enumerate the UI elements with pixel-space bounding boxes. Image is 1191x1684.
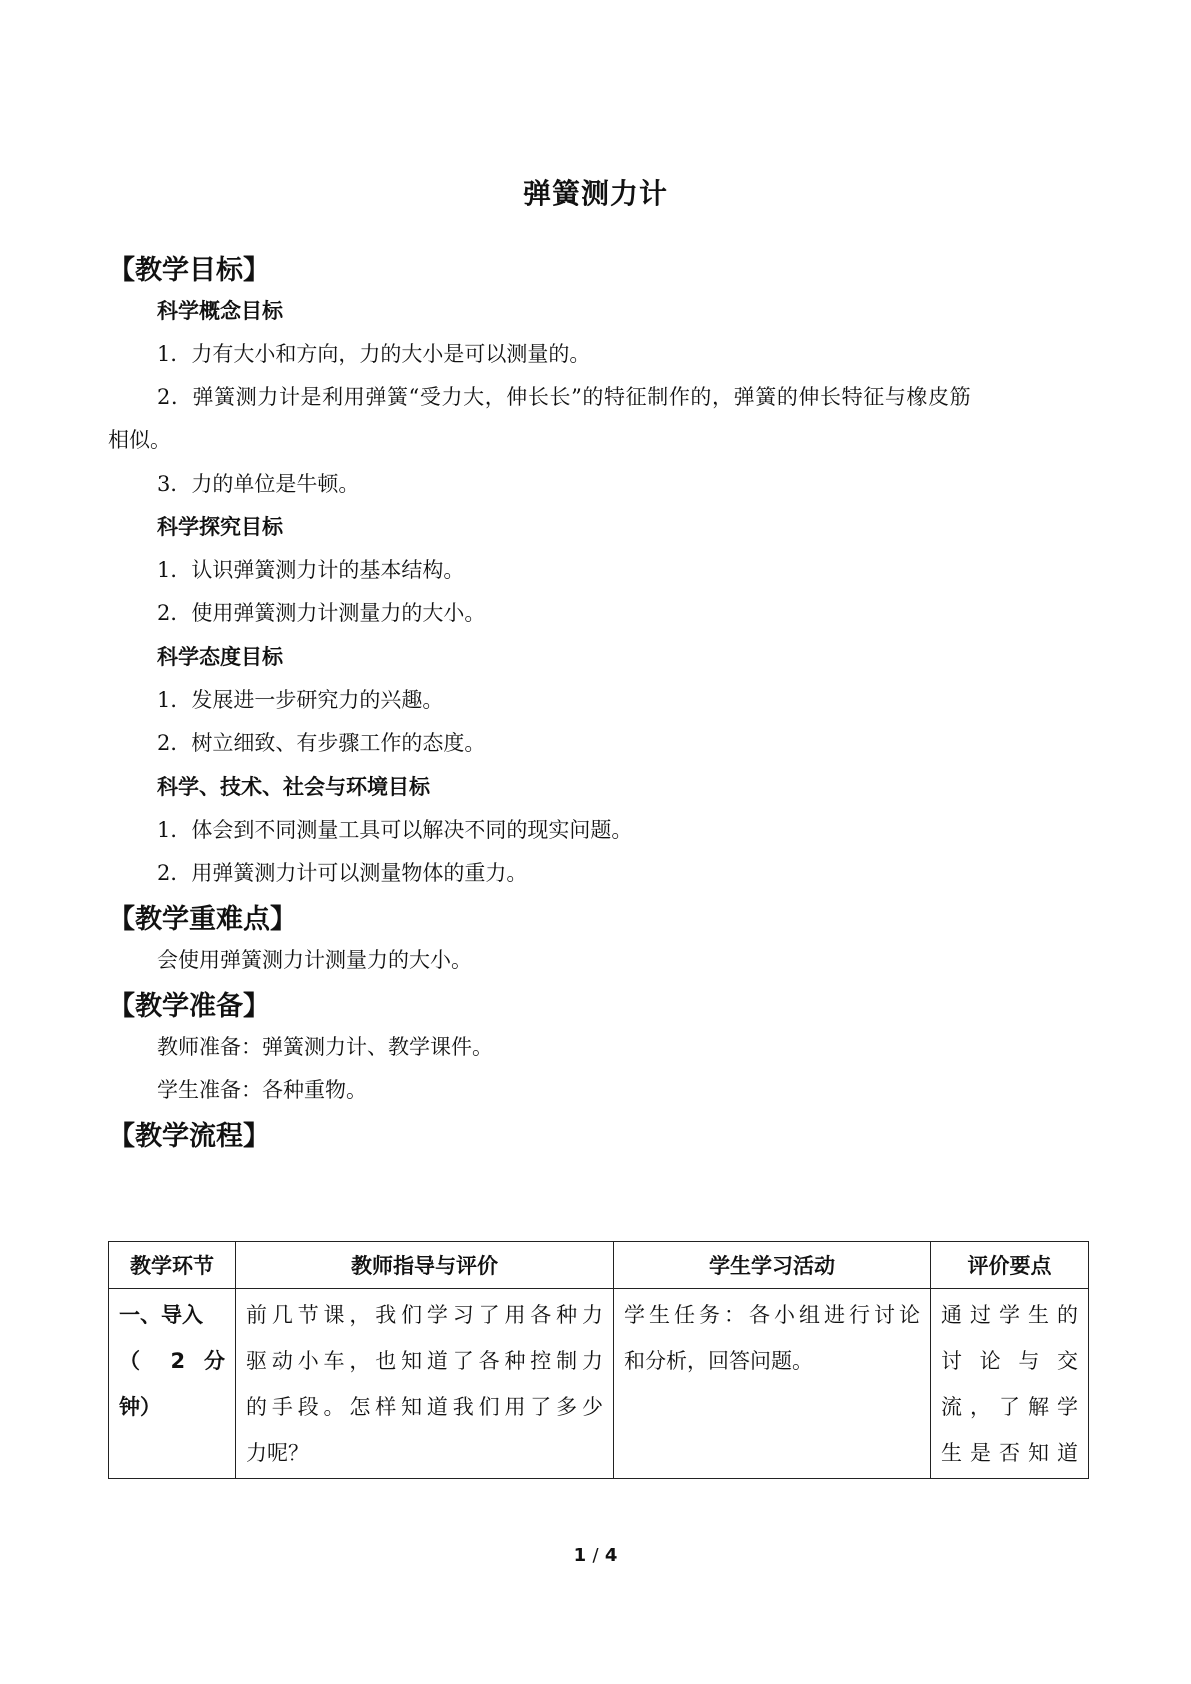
document-title: 弹簧测力计: [522, 177, 668, 210]
inquiry-item-2: 2．使用弹簧测力计测量力的大小。: [157, 601, 486, 625]
cell-line: 和分析，回答问题。: [624, 1349, 813, 1373]
sts-item-2: 2．用弹簧测力计可以测量物体的重力。: [157, 861, 528, 885]
stage-line: 钟）: [119, 1395, 161, 1419]
concept-item-3: 3．力的单位是牛顿。: [157, 472, 360, 496]
inquiry-item-1: 1．认识弹簧测力计的基本结构。: [157, 558, 465, 582]
table-header-row: [109, 1242, 1089, 1289]
sts-item-1: 1．体会到不同测量工具可以解决不同的现实问题。: [157, 818, 633, 842]
key-points-text: 会使用弹簧测力计测量力的大小。: [157, 948, 472, 972]
column-header: 评价要点: [931, 1242, 1089, 1289]
stage-line: （ 2 分: [119, 1349, 225, 1373]
cell-line: 力呢？: [246, 1441, 309, 1465]
concept-item-2-cont: 相似。: [108, 428, 171, 452]
stage-line: 一、导入: [119, 1303, 203, 1327]
attitude-item-1: 1．发展进一步研究力的兴趣。: [157, 688, 444, 712]
cell-line: 学生任务：各小组进行讨论: [624, 1303, 920, 1327]
cell-line: 生是否知道: [941, 1441, 1078, 1465]
key-points-heading: 【教学重难点】: [108, 904, 297, 935]
concept-item-2: 2．弹簧测力计是利用弹簧“受力大，伸长长”的特征制作的，弹簧的伸长特征与橡皮筋: [157, 385, 972, 409]
page-separator: /: [592, 1545, 599, 1566]
stage-cell: [109, 1289, 236, 1479]
process-heading: 【教学流程】: [108, 1121, 270, 1152]
column-header: 学生学习活动: [614, 1242, 931, 1289]
evaluation-cell: [931, 1289, 1089, 1479]
objectives-heading: 【教学目标】: [108, 255, 270, 286]
teacher-guidance-cell: [236, 1289, 614, 1479]
page-current: 1: [573, 1545, 587, 1566]
cell-line: 通过学生的: [941, 1303, 1078, 1327]
concept-objective-title: 科学概念目标: [157, 299, 283, 323]
attitude-objective-title: 科学态度目标: [157, 645, 283, 669]
inquiry-objective-title: 科学探究目标: [157, 515, 283, 539]
student-activity-cell: [614, 1289, 931, 1479]
teacher-preparation: 教师准备：弹簧测力计、教学课件。: [157, 1035, 493, 1059]
cell-line: 驱动小车，也知道了各种控制力: [246, 1349, 603, 1373]
page-number: [0, 1545, 1191, 1566]
cell-line: 的手段。怎样知道我们用了多少: [246, 1395, 603, 1419]
table-row: [109, 1289, 1089, 1479]
column-header: 教学环节: [109, 1242, 236, 1289]
cell-line: 前几节课，我们学习了用各种力: [246, 1303, 603, 1327]
concept-item-1: 1．力有大小和方向，力的大小是可以测量的。: [157, 342, 591, 366]
column-header: 教师指导与评价: [236, 1242, 614, 1289]
cell-line: 讨论与交: [941, 1349, 1078, 1373]
page-total: 4: [604, 1545, 618, 1566]
process-table: [108, 1241, 1089, 1479]
cell-line: 流，了解学: [941, 1395, 1078, 1419]
student-preparation: 学生准备：各种重物。: [157, 1078, 367, 1102]
sts-objective-title: 科学、技术、社会与环境目标: [157, 775, 430, 799]
attitude-item-2: 2．树立细致、有步骤工作的态度。: [157, 731, 486, 755]
preparation-heading: 【教学准备】: [108, 991, 270, 1022]
